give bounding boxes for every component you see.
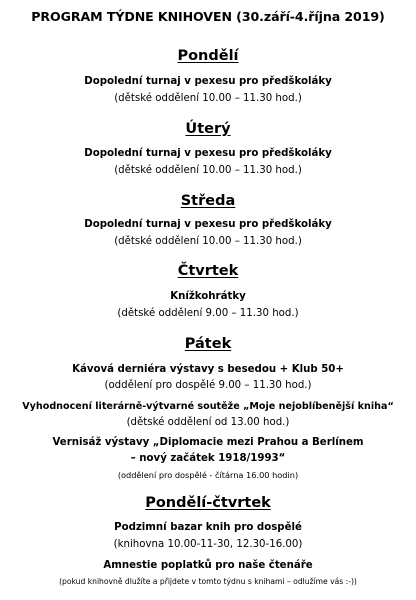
- event-title: Knížkohrátky: [170, 291, 246, 302]
- event-title: Kávová derniéra výstavy s besedou + Klub 50+: [72, 364, 344, 375]
- event-title: Dopolední turnaj v pexesu pro předškoláky: [84, 219, 332, 230]
- day-heading-wednesday: Středa: [180, 193, 236, 209]
- event-title: Vyhodnocení literárně-výtvarné soutěže „Moje nejoblíbenější kniha“: [22, 401, 394, 412]
- event-detail: (knihovna 10.00-11-30, 12.30-16.00): [113, 539, 303, 550]
- day-heading-friday: Pátek: [184, 336, 232, 352]
- event-title: Vernisáž výstavy „Diplomacie mezi Prahou a Berlínem: [52, 437, 364, 448]
- event-detail: (oddělení pro dospělé 9.00 – 11.30 hod.): [104, 380, 312, 391]
- page-title: PROGRAM TÝDNE KNIHOVEN (30.září-4.října 2019): [31, 9, 385, 24]
- event-detail: (pokud knihovně dlužíte a přijdete v tomto týdnu s knihami – odlužíme vás :-)): [59, 577, 357, 586]
- day-heading-tuesday: Úterý: [185, 121, 231, 137]
- event-detail: (dětské oddělení od 13.00 hod.): [126, 417, 290, 428]
- event-detail: (oddělení pro dospělé - čítárna 16.00 hodin): [117, 470, 299, 480]
- event-detail: (dětské oddělení 10.00 – 11.30 hod.): [114, 236, 302, 247]
- event-title: Dopolední turnaj v pexesu pro předškoláky: [84, 76, 332, 87]
- day-heading-monday-thursday: Pondělí-čtvrtek: [145, 495, 271, 511]
- event-title: Dopolední turnaj v pexesu pro předškoláky: [84, 148, 332, 159]
- event-title: Podzimní bazar knih pro dospělé: [114, 522, 302, 533]
- event-title-continued: – nový začátek 1918/1993“: [130, 453, 286, 464]
- day-heading-thursday: Čtvrtek: [177, 263, 239, 279]
- event-detail: (dětské oddělení 9.00 – 11.30 hod.): [117, 308, 299, 319]
- event-title: Amnestie poplatků pro naše čtenáře: [103, 560, 313, 571]
- event-detail: (dětské oddělení 10.00 – 11.30 hod.): [114, 93, 302, 104]
- day-heading-monday: Pondělí: [177, 48, 239, 64]
- event-detail: (dětské oddělení 10.00 – 11.30 hod.): [114, 165, 302, 176]
